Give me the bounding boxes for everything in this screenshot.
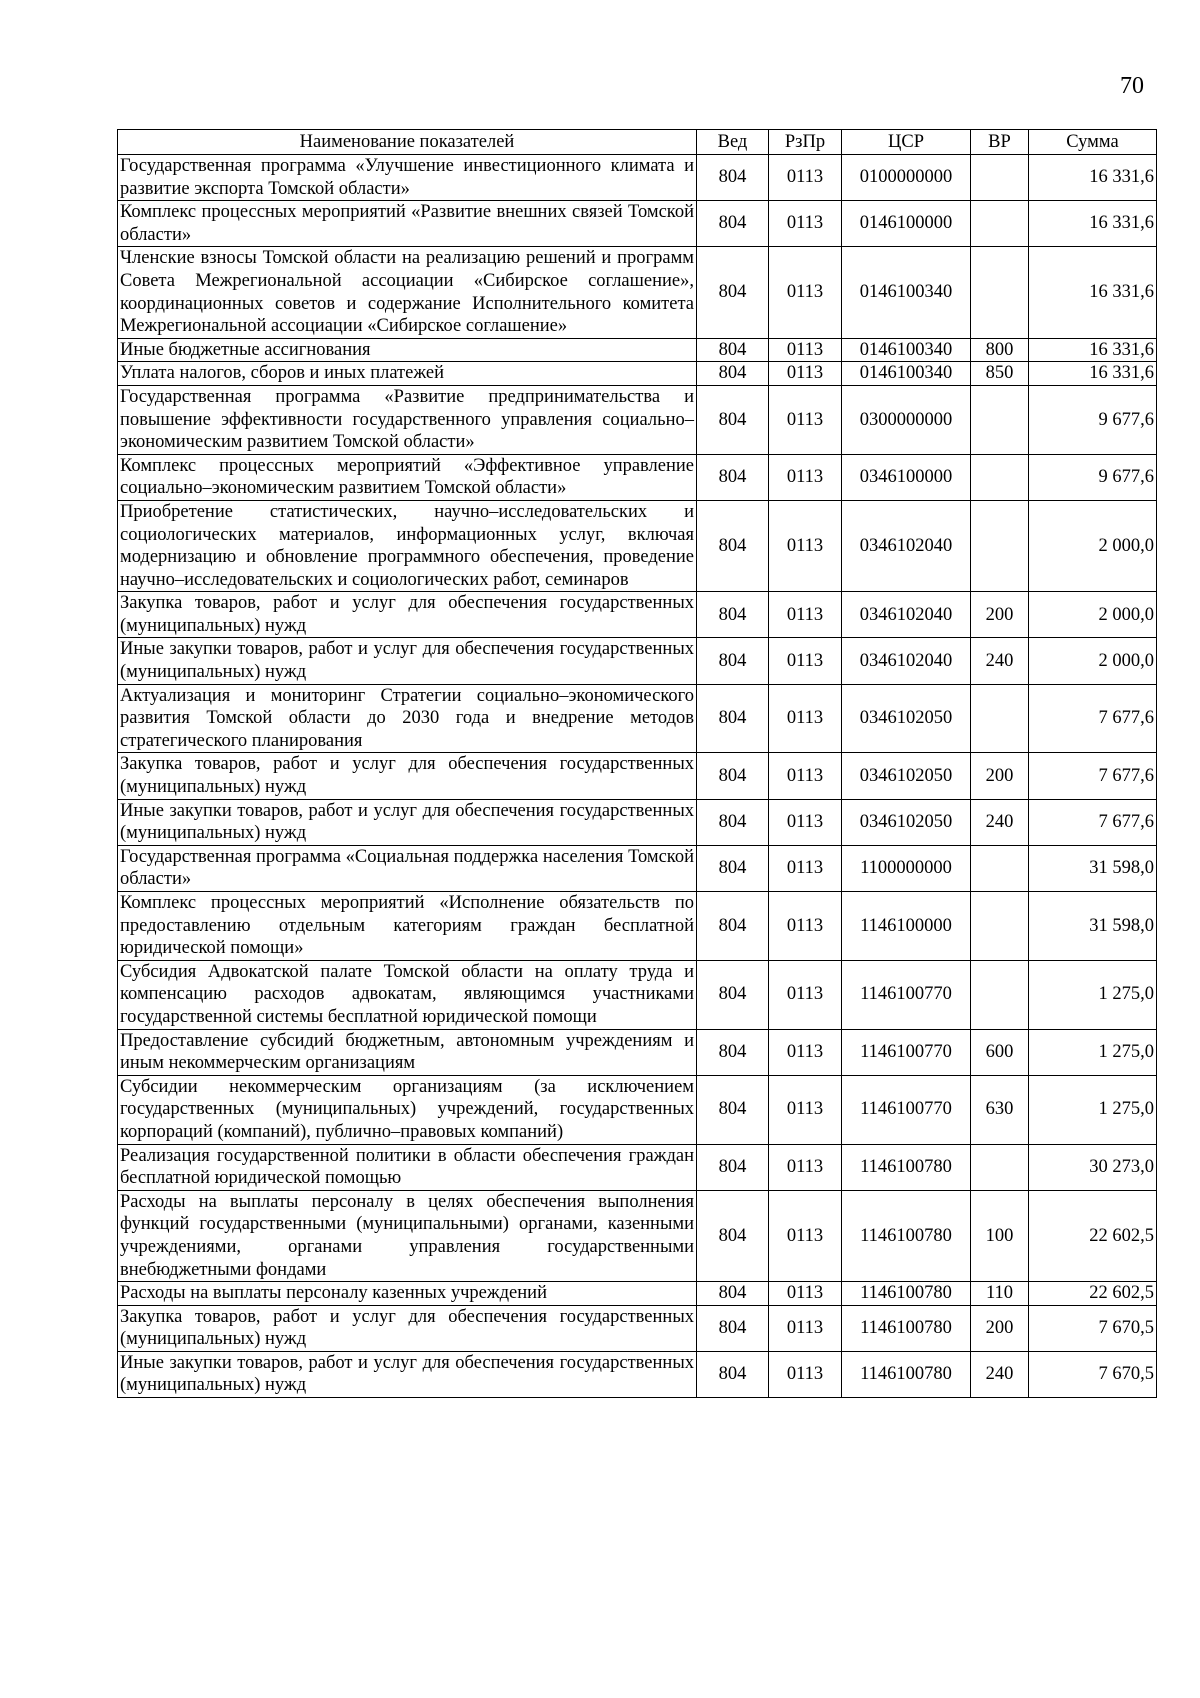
row-ved: 804 (697, 500, 769, 591)
row-rzpr: 0113 (769, 247, 842, 338)
table-row (118, 684, 1157, 753)
row-csr: 0346102050 (842, 753, 971, 799)
row-sum: 7 677,6 (1029, 684, 1157, 753)
row-ved: 804 (697, 960, 769, 1029)
table-row (118, 1144, 1157, 1190)
row-vr (971, 155, 1029, 201)
table-row (118, 1305, 1157, 1351)
row-csr: 0100000000 (842, 155, 971, 201)
row-name: Иные закупки товаров, работ и услуг для обеспечения государственных (муниципальных) нужд (118, 638, 697, 684)
table-row (118, 362, 1157, 386)
row-csr: 0146100340 (842, 247, 971, 338)
row-name: Субсидии некоммерческим организациям (за исключением государственных (муниципальных) учреждений, государственных корпораций (компаний), публично–правовых компаний) (118, 1075, 697, 1144)
row-vr (971, 385, 1029, 454)
row-ved: 804 (697, 592, 769, 638)
row-rzpr: 0113 (769, 155, 842, 201)
row-csr: 0346100000 (842, 454, 971, 500)
row-ved: 804 (697, 1029, 769, 1075)
header-name: Наименование показателей (118, 130, 697, 155)
row-ved: 804 (697, 799, 769, 845)
row-ved: 804 (697, 362, 769, 386)
budget-table (117, 129, 1157, 1398)
header-sum: Сумма (1029, 130, 1157, 155)
row-csr: 0346102040 (842, 500, 971, 591)
row-csr: 0146100340 (842, 338, 971, 362)
row-ved: 804 (697, 892, 769, 961)
table-row (118, 454, 1157, 500)
row-ved: 804 (697, 1282, 769, 1306)
row-ved: 804 (697, 1075, 769, 1144)
row-name: Иные закупки товаров, работ и услуг для обеспечения государственных (муниципальных) нужд (118, 1351, 697, 1397)
row-csr: 0146100340 (842, 362, 971, 386)
row-ved: 804 (697, 1144, 769, 1190)
row-name: Закупка товаров, работ и услуг для обеспечения государственных (муниципальных) нужд (118, 592, 697, 638)
row-sum: 1 275,0 (1029, 1075, 1157, 1144)
row-name: Государственная программа «Улучшение инвестиционного климата и развитие экспорта Томской области» (118, 155, 697, 201)
row-sum: 9 677,6 (1029, 385, 1157, 454)
row-name: Расходы на выплаты персоналу казенных учреждений (118, 1282, 697, 1306)
row-vr: 110 (971, 1282, 1029, 1306)
header-vr: ВР (971, 130, 1029, 155)
table-row (118, 338, 1157, 362)
row-sum: 2 000,0 (1029, 500, 1157, 591)
row-rzpr: 0113 (769, 1282, 842, 1306)
row-ved: 804 (697, 201, 769, 247)
row-sum: 30 273,0 (1029, 1144, 1157, 1190)
table-row (118, 753, 1157, 799)
row-name: Комплекс процессных мероприятий «Эффективное управление социально–экономическим развитием Томской области» (118, 454, 697, 500)
row-vr: 800 (971, 338, 1029, 362)
row-rzpr: 0113 (769, 1351, 842, 1397)
table-row (118, 960, 1157, 1029)
row-name: Уплата налогов, сборов и иных платежей (118, 362, 697, 386)
table-row (118, 592, 1157, 638)
row-vr (971, 684, 1029, 753)
row-rzpr: 0113 (769, 638, 842, 684)
row-ved: 804 (697, 155, 769, 201)
table-row (118, 845, 1157, 891)
row-ved: 804 (697, 454, 769, 500)
row-vr (971, 1144, 1029, 1190)
row-sum: 1 275,0 (1029, 1029, 1157, 1075)
table-row (118, 638, 1157, 684)
row-name: Членские взносы Томской области на реализацию решений и программ Совета Межрегиональной ассоциации «Сибирское соглашение», координационных советов и содержание Исполнительного комитета Межрегиональной ассоциации «Сибирское соглашение» (118, 247, 697, 338)
table-header-row (118, 130, 1157, 155)
table-row (118, 1190, 1157, 1281)
row-csr: 1146100780 (842, 1351, 971, 1397)
row-ved: 804 (697, 638, 769, 684)
row-csr: 1146100770 (842, 1075, 971, 1144)
row-csr: 1146100770 (842, 1029, 971, 1075)
table-row (118, 1075, 1157, 1144)
row-csr: 0346102040 (842, 592, 971, 638)
row-vr: 200 (971, 592, 1029, 638)
row-rzpr: 0113 (769, 960, 842, 1029)
table-row (118, 892, 1157, 961)
row-rzpr: 0113 (769, 362, 842, 386)
row-rzpr: 0113 (769, 753, 842, 799)
row-sum: 31 598,0 (1029, 892, 1157, 961)
row-name: Расходы на выплаты персоналу в целях обеспечения выполнения функций государственными (муниципальными) органами, казенными учреждениями, органами управления государственными внебюджетными фондами (118, 1190, 697, 1281)
row-rzpr: 0113 (769, 1029, 842, 1075)
row-rzpr: 0113 (769, 1190, 842, 1281)
row-rzpr: 0113 (769, 1075, 842, 1144)
row-ved: 804 (697, 385, 769, 454)
row-vr (971, 247, 1029, 338)
row-name: Закупка товаров, работ и услуг для обеспечения государственных (муниципальных) нужд (118, 1305, 697, 1351)
row-sum: 31 598,0 (1029, 845, 1157, 891)
table-row (118, 201, 1157, 247)
row-vr (971, 201, 1029, 247)
row-csr: 0146100000 (842, 201, 971, 247)
row-sum: 2 000,0 (1029, 592, 1157, 638)
row-ved: 804 (697, 845, 769, 891)
header-csr: ЦСР (842, 130, 971, 155)
table-row (118, 1351, 1157, 1397)
row-sum: 9 677,6 (1029, 454, 1157, 500)
row-sum: 16 331,6 (1029, 362, 1157, 386)
row-csr: 1146100780 (842, 1305, 971, 1351)
row-vr: 200 (971, 753, 1029, 799)
table-row (118, 385, 1157, 454)
table-row (118, 155, 1157, 201)
row-name: Предоставление субсидий бюджетным, автономным учреждениям и иным некоммерческим организациям (118, 1029, 697, 1075)
row-sum: 1 275,0 (1029, 960, 1157, 1029)
row-rzpr: 0113 (769, 1144, 842, 1190)
row-ved: 804 (697, 753, 769, 799)
row-csr: 1146100000 (842, 892, 971, 961)
row-name: Комплекс процессных мероприятий «Развитие внешних связей Томской области» (118, 201, 697, 247)
row-name: Государственная программа «Развитие предпринимательства и повышение эффективности государственного управления социально–экономическим развитием Томской области» (118, 385, 697, 454)
row-sum: 16 331,6 (1029, 201, 1157, 247)
row-csr: 1146100770 (842, 960, 971, 1029)
row-vr: 200 (971, 1305, 1029, 1351)
row-vr: 100 (971, 1190, 1029, 1281)
row-rzpr: 0113 (769, 201, 842, 247)
row-csr: 0346102050 (842, 684, 971, 753)
row-vr: 850 (971, 362, 1029, 386)
row-csr: 0346102040 (842, 638, 971, 684)
row-rzpr: 0113 (769, 799, 842, 845)
row-ved: 804 (697, 247, 769, 338)
row-rzpr: 0113 (769, 892, 842, 961)
row-csr: 1146100780 (842, 1190, 971, 1281)
row-vr (971, 960, 1029, 1029)
row-name: Актуализация и мониторинг Стратегии социально–экономического развития Томской области до 2030 года и внедрение методов стратегического планирования (118, 684, 697, 753)
row-name: Субсидия Адвокатской палате Томской области на оплату труда и компенсацию расходов адвокатам, являющимся участниками государственной системы бесплатной юридической помощи (118, 960, 697, 1029)
page-number: 70 (1120, 73, 1144, 99)
row-rzpr: 0113 (769, 845, 842, 891)
row-vr (971, 500, 1029, 591)
row-csr: 1146100780 (842, 1282, 971, 1306)
table-row (118, 1282, 1157, 1306)
row-name: Иные закупки товаров, работ и услуг для обеспечения государственных (муниципальных) нужд (118, 799, 697, 845)
header-rzpr: РзПр (769, 130, 842, 155)
row-vr (971, 845, 1029, 891)
table-row (118, 799, 1157, 845)
row-name: Приобретение статистических, научно–исследовательских и социологических материалов, информационных услуг, включая модернизацию и обновление программного обеспечения, проведение научно–исследовательских и социологических работ, семинаров (118, 500, 697, 591)
row-sum: 2 000,0 (1029, 638, 1157, 684)
row-vr (971, 454, 1029, 500)
row-sum: 7 677,6 (1029, 799, 1157, 845)
row-sum: 16 331,6 (1029, 338, 1157, 362)
row-ved: 804 (697, 338, 769, 362)
row-sum: 22 602,5 (1029, 1190, 1157, 1281)
row-csr: 0300000000 (842, 385, 971, 454)
table-row (118, 1029, 1157, 1075)
row-sum: 16 331,6 (1029, 155, 1157, 201)
row-csr: 1100000000 (842, 845, 971, 891)
row-name: Иные бюджетные ассигнования (118, 338, 697, 362)
row-rzpr: 0113 (769, 500, 842, 591)
row-sum: 16 331,6 (1029, 247, 1157, 338)
row-ved: 804 (697, 1351, 769, 1397)
row-rzpr: 0113 (769, 385, 842, 454)
row-name: Закупка товаров, работ и услуг для обеспечения государственных (муниципальных) нужд (118, 753, 697, 799)
row-vr: 630 (971, 1075, 1029, 1144)
row-vr: 240 (971, 799, 1029, 845)
row-vr: 240 (971, 1351, 1029, 1397)
row-rzpr: 0113 (769, 684, 842, 753)
table-row (118, 247, 1157, 338)
row-rzpr: 0113 (769, 338, 842, 362)
row-csr: 0346102050 (842, 799, 971, 845)
row-sum: 7 677,6 (1029, 753, 1157, 799)
row-name: Комплекс процессных мероприятий «Исполнение обязательств по предоставлению отдельным категориям граждан бесплатной юридической помощи» (118, 892, 697, 961)
row-sum: 22 602,5 (1029, 1282, 1157, 1306)
row-ved: 804 (697, 1190, 769, 1281)
row-rzpr: 0113 (769, 1305, 842, 1351)
row-ved: 804 (697, 684, 769, 753)
row-vr (971, 892, 1029, 961)
row-rzpr: 0113 (769, 592, 842, 638)
row-ved: 804 (697, 1305, 769, 1351)
header-ved: Вед (697, 130, 769, 155)
row-rzpr: 0113 (769, 454, 842, 500)
row-vr: 240 (971, 638, 1029, 684)
table-row (118, 500, 1157, 591)
row-name: Государственная программа «Социальная поддержка населения Томской области» (118, 845, 697, 891)
row-vr: 600 (971, 1029, 1029, 1075)
row-name: Реализация государственной политики в области обеспечения граждан бесплатной юридической помощью (118, 1144, 697, 1190)
row-csr: 1146100780 (842, 1144, 971, 1190)
row-sum: 7 670,5 (1029, 1351, 1157, 1397)
row-sum: 7 670,5 (1029, 1305, 1157, 1351)
